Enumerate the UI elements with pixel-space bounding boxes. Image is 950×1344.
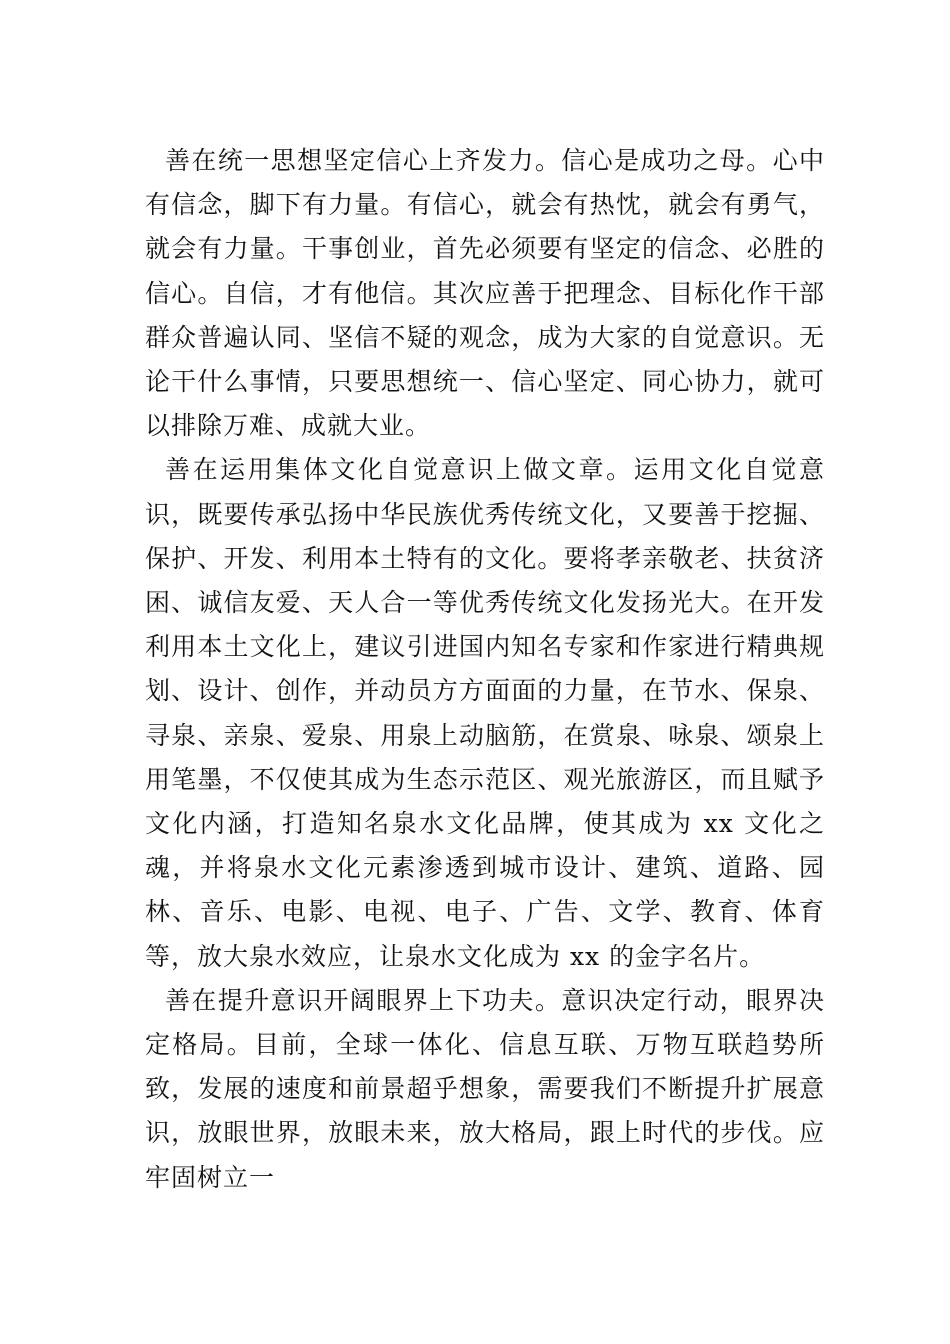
paragraph-vision: 善在提升意识开阔眼界上下功夫。意识决定行动，眼界决定格局。目前，全球一体化、信息互联、万物互联趋势所致，发展的速度和前景超乎想象，需要我们不断提升扩展意识，放眼世界，放眼未来，放大格局，跟上时代的步伐。应牢固树立一 bbox=[145, 985, 825, 1192]
paragraph-culture-awareness: 善在运用集体文化自觉意识上做文章。运用文化自觉意识，既要传承弘扬中华民族优秀传统文化，又要善于挖掘、保护、开发、利用本土特有的文化。要将孝亲敬老、扶贫济困、诚信友爱、天人合一等优秀传统文化发扬光大。在开发利用本土文化上，建议引进国内知名专家和作家进行精典规划、设计、创作，并动员方方面面的力量，在节水、保泉、寻泉、亲泉、爱泉、用泉上动脑筋，在赏泉、咏泉、颂泉上用笔墨，不仅使其成为生态示范区、观光旅游区，而且赋予文化内涵，打造知名泉水文化品牌，使其成为 xx 文化之魂，并将泉水文化元素渗透到城市设计、建筑、道路、园林、音乐、电影、电视、电子、广告、文学、教育、体育等，放大泉水效应，让泉水文化成为 xx 的金字名片。 bbox=[145, 455, 825, 971]
document-body bbox=[145, 139, 825, 1200]
paragraph-unity-confidence: 善在统一思想坚定信心上齐发力。信心是成功之母。心中有信念，脚下有力量。有信心，就会有热忱，就会有勇气，就会有力量。干事创业，首先必须要有坚定的信念、必胜的信心。自信，才有他信。其次应善于把理念、目标化作干部群众普遍认同、坚信不疑的观念，成为大家的自觉意识。无论干什么事情，只要思想统一、信心坚定、同心协力，就可以排除万难、成就大业。 bbox=[145, 146, 825, 441]
